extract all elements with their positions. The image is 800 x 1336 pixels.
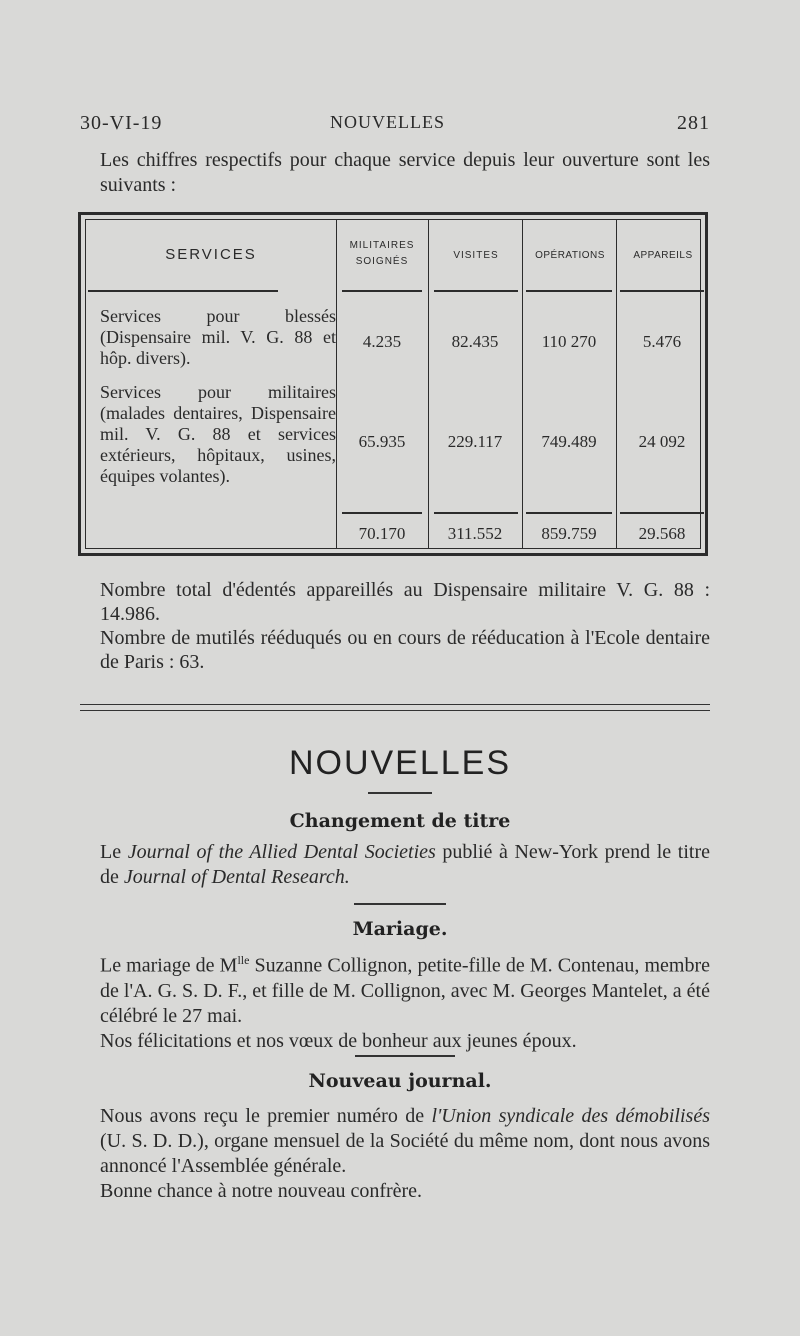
page-number: 281 [677, 112, 710, 134]
row-service-militaires: Services pour militaires (malades dentaires, Dispensaire mil. V. G. 88 et services extérieurs, hôpitaux, usines, équipes volantes). [100, 382, 336, 486]
heading-changement-titre: Changement de titre [289, 810, 511, 832]
col-header-appareils: APPAREILS [633, 250, 693, 261]
edentes-total: Nombre total d'édentés appareillés au Dispensaire militaire V. G. 88 : 14.986. [100, 579, 710, 625]
header-date: 30-VI-19 [80, 112, 163, 134]
total-visites: 311.552 [447, 524, 503, 543]
col-header-militaires: MILITAIRES SOIGNÉS [349, 240, 415, 267]
cell-militaires-row1: 4.235 [362, 332, 402, 351]
news-title: NOUVELLES [288, 744, 512, 782]
col-header-operations: OPÉRATIONS [535, 250, 605, 261]
col-header-visites: VISITES [453, 250, 499, 261]
paragraph-mariage: Le mariage de $M^{lle}$ Suzanne Collignon, petite-fille de M. Contenau, membre de l'A. G. S. D. F., et fille de M. Collignon, avec M. Georges Mantelet, a été célébré le 27 mai. Nos félicitations et nos vœux de bonheur aux jeunes époux. [100, 953, 710, 1052]
total-militaires: 70.170 [358, 524, 406, 543]
paragraph-nouveau-journal: Nous avons reçu le premier numéro de l'Union syndicale des démobilisés (U. S. D. D.), organe mensuel de la Société du même nom, dont nous avons annoncé l'Assemblée générale. Bonne chance à notre nouveau confrère. [100, 1105, 710, 1202]
heading-mariage: Mariage. [352, 918, 448, 940]
section-divider [80, 704, 710, 711]
title-rule [368, 792, 432, 794]
intro-paragraph: Les chiffres respectifs pour chaque service depuis leur ouverture sont les suivants : [100, 149, 710, 196]
cell-appareils-row2: 24 092 [638, 432, 686, 451]
cell-operations-row1: 110 270 [541, 332, 597, 351]
heading-nouveau-journal: Nouveau journal. [308, 1070, 492, 1092]
running-header [80, 112, 710, 138]
cell-militaires-row2: 65.935 [358, 432, 406, 451]
after-table-text [80, 578, 710, 674]
cell-appareils-row1: 5.476 [642, 332, 682, 351]
col-header-services: SERVICES [165, 246, 257, 263]
header-section: NOUVELLES [330, 112, 445, 132]
total-operations: 859.759 [541, 524, 597, 543]
total-appareils: 29.568 [638, 524, 686, 543]
cell-operations-row2: 749.489 [541, 432, 597, 451]
cell-visites-row2: 229.117 [447, 432, 503, 451]
paragraph-changement-titre: Le Journal of the Allied Dental Societies publié à New-York prend le titre de Journal of Dental Research. [100, 841, 710, 888]
row-service-blesses: Services pour blessés (Dispensaire mil. V. G. 88 et hôp. divers). [100, 306, 336, 368]
mutiles-total: Nombre de mutilés rééduqués ou en cours de rééducation à l'Ecole dentaire de Paris : 63. [100, 627, 710, 673]
services-table [78, 212, 708, 556]
cell-visites-row1: 82.435 [451, 332, 499, 351]
